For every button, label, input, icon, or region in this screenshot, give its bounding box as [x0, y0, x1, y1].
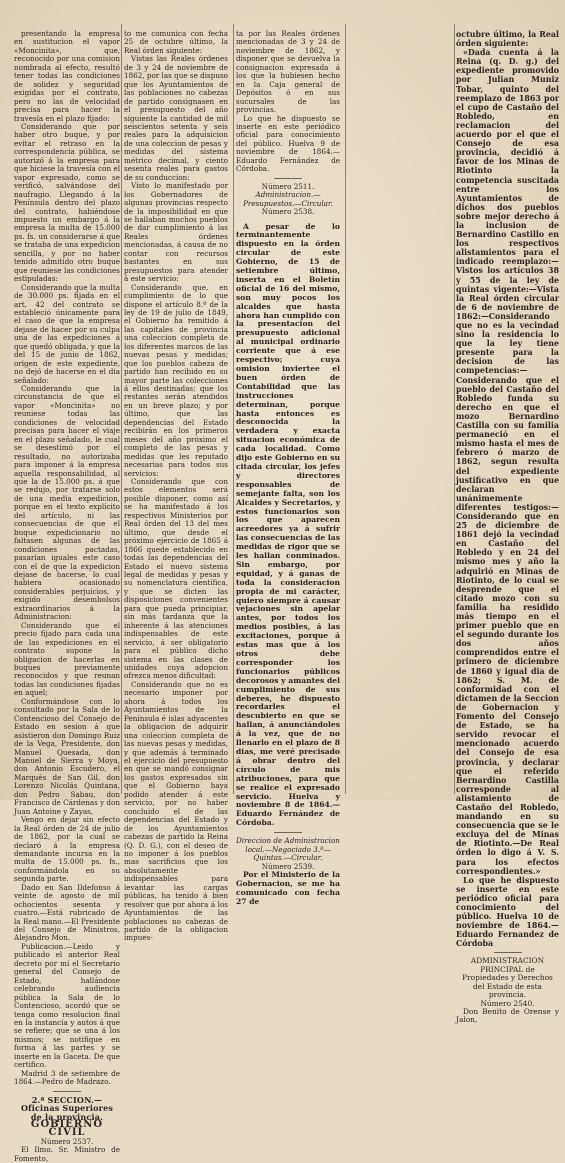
- paragraph: Considerando que, en cumplimiento de lo que dispone el artículo 8.º de la ley de 19 de julio de 1849, el Gobierno ha remitido á las capitales de provincia una coleccion completa de los diferentes marcos de las nuevas pesas y medidas; que los pueblos cabeza de partido han recibido en su mayor parte las colecciones á ellos destinadas; que los restantes serán atendidos en un breve plazo; y por último, que las dependencias del Estado recibirán en los primeros meses del año próximo el completo de las pesas y medidas que les reputado necesarias para todos sus servicios:: [124, 282, 228, 478]
- paragraph: Vengo en dejar sin efecto la Real órden de 24 de julio de 1862, por la cual se declaró á la empresa demandante incursa en la multa de 15.000 ps. fs., conformándola en su segunda parte.: [14, 815, 120, 884]
- paragraph: Considerando que no es necesario imponer por ahora á todos los Ayuntamientos de la Península é islas adyacentes la obligacion de adquirir una coleccion completa de las nuevas pesas y medidas, y que además á terminado el ejercicio del presupuesto en que se mandó consignar los gastos expresados sin que el Gobierno haya podido atender á este servicio, por no haber concluido el de las dependencias del Estado y de los Ayuntamientos cabezas de partido la Reina (Q. D. G.), con el deseo de no imponer á los pueblos mas sacrificios que los absolutamente indispensables para levantar las cargas públicas, ha tenido á bien resolver que por ahora á los Ayuntamientos de las poblaciones no cabezas de partido de la obligacion impues-: [124, 679, 228, 943]
- numero-label: Número 2540.: [480, 998, 535, 1008]
- paragraph: Considerando que la circunstancia de que el vapor «Moncinita» no reuniese todas las condiciones de velocidad precisas para hacer el viaje en el plazo señalado, le cual se desestimó por el resultado, no autorizaba para imponer á la empresa aquella responsabilidad, al que la de 15.000 ps. á que se redujo, por tratarse solo de una media expedicion, porque en el texto explícito del artículo, ni las consecuencias de que el buque expedicionario no faltasen algunas de las condiciones pactadas, pasarían iguales este caso con el de que la expedicion dejase de hacerse, lo cual habiera ocasionado considerables perjuicios, y exigido desembolsos extraordinarios á la Administracion:: [14, 384, 120, 622]
- paragraph: octubre último, la Real órden siguiente:: [456, 30, 559, 49]
- column-3: [236, 29, 340, 906]
- numero-label: Número 2511.: [261, 181, 315, 191]
- paragraph: Considerando que por haber otro buque, y por evitar el retraso en la correspondencia pública, se autorizó á la empresa para que hiciese la travesía con el vapor expresado, como se verificó, salvándose del naufragio. Llegando á la Península dentro del plazo del contrato, habiéndose impuesto un embargo á la empresa la multa de 15.000 ps. fs. un considerarse á que se trataba de una expedicion sencilla, y por no haber tenido admitido otro buque que reuniese las condiciones estipuladas:: [14, 121, 120, 284]
- paragraph: Considerando que con estos elementos será posible disponer, como así se ha manifestado á los respectivos Ministerios por Real órden del 13 del mes último, que desde el próximo ejercicio de 1865 á 1866 quede establecido en todas las dependencias del Estado el nuevo sistema legal de medidas y pesas y su nomenclatura científica, y que se dicten las disposiciones convenientes para que pueda principiar, sin más tardanza que la inherente á las atenciones indispensables de este servicio, á ser obligatorio para el público dicho sistema en las clases de unidades cuya adopcion ofrezca menos dificultad:: [124, 477, 228, 681]
- paragraph: Vistas las Reales órdenes de 3 y 24 de noviembre de 1862, por las que se dispuso que los Ayuntamientos de las poblaciones no cabezas de partido consignasen en el presupuesto del año siguiente la cantidad de mil seiscientos setenta y seis reales para la adquisicion de una coleccion de pesas y medidas del sistema métrico decimal, y ciento sesenta reales para gastos de su conduccion:: [124, 54, 228, 182]
- paragraph: Considerando que el precio fijado para cada una de las expediciones en el contrato supone la obligacion de hacerlas en buques previamente reconocidos y que reunan todas las condiciones fijadas en aquel;: [14, 620, 120, 698]
- paragraph: Por el Ministerio de la Gobernacion, se me ha comunicado con fecha 27 de: [236, 869, 340, 906]
- separator: [274, 832, 302, 833]
- separator: [274, 178, 302, 179]
- column-divider: [233, 24, 234, 794]
- paragraph: to me comunica con fecha 25 de octubre último, la Real órden siguiente:: [124, 29, 228, 55]
- paragraph: Lo que he dispuesto se inserte en este periódico oficial para conocimiento del público. Huelva 10 de noviembre de 1864.—Eduardo Fernandez de Córdoba: [456, 875, 559, 949]
- paragraph: Dado en San Ildefonso á veinte de agosto de mil ochocientos sesenta y cuatro.—Está rubricado de la Real mano.—El Presidente del Consejo de Ministros, Alejandro Mon.: [14, 882, 120, 943]
- column-2: [124, 29, 228, 943]
- admin-heading: Administracion.—Presupuestos.—Circular.: [243, 190, 333, 208]
- section-heading: 2.ª SECCION.—Oficinas Superiores de la provincia.: [20, 1094, 114, 1122]
- column-1: [14, 29, 120, 1163]
- column-divider: [121, 24, 122, 794]
- column-4: [456, 30, 559, 1025]
- paragraph: A pesar de lo terminantemente dispuesto en la órden circular de este Gobierno, de 15 de setiembre último, inserta en el Boletín oficial de 16 del mismo, son muy pocos los alcaldes que hasta ahora han cumplido con la presentacion del presupuesto adicional al municipal ordinario corriente que á ese respectivo; cuya omision inviertee el buen órden de Contabilidad que las instrucciones determinan, porque hasta entonces es desconocida la verdadera y exacta situacion económica de cada localidad. Como dijo este Gobierno en su citada circular, los jefes y directores responsables de semejante falta, son los Alcaldes y Secretarios, y estos funcionarios son los que aparecen acreedores ya á sufrir las consecuencias de las medidas de rigor que se les hallan conminados. Sin embargo, por equidad, y á ganas de toda la consideracion propia de mi carácter, quiero siempre á causar vejaciones sin apelar antes, por todos los medios posibles, á las excitaciones, porque á estas mas que á los otros debe corresponder los funcionarios públicos decorosos y amantes del cumplimiento de sus deberes, he dispuesto recordarles el descubierto en que se hallan, á anunciándoles á la vez, que de no llenarlo en el plazo de 8 dias, me veré precisado á obrar dentro del círculo de mis atribuciones, para que se realice el expresado servicio. Huelva y noviembre 8 de 1864.—Eduardo Fernández de Córdoba.: [236, 221, 340, 828]
- column-divider: [345, 24, 346, 794]
- paragraph: presentando la empresa en sustitucion el vapor «Moncinita», que, reconocido por una comision nombrada al efecto, resultó tener todas las condiciones de solidez y seguridad exigidas por el contrato, pero no las de velocidad precisa para hacer la travesía en el plazo fijado:: [14, 29, 120, 123]
- paragraph: Don Benito de Orense y Jalon,: [456, 1006, 559, 1025]
- paragraph: ta por las Reales órdenes mencionadas de 3 y 24 de noviembre de 1862, y disponer que se devuelva la consignacion expresada á los que la hubiesen hecho en la Caja general de Depósitos ó en sus sucursales de las provincias.: [236, 29, 340, 115]
- separator: [494, 952, 522, 953]
- numero-label: Número 2538.: [261, 207, 315, 217]
- separator: [53, 1091, 81, 1092]
- paragraph: Publicacion.—Leido y publicado el anterior Real decreto por mí el Secretario general del Consejo de Estado, hallándose celebrando audiencia pública la Sala de lo Contencioso, acordó que se tenga como resolucion final en la instancia y autos á que se refiere; que se una á los mismos; se notifique en forma á las partes y se inserte en la Gaceta. De que certifico.: [14, 941, 120, 1070]
- dir-heading: Direccion de Administracion local.—Negociado 3.º—Quintas.—Circular.: [236, 836, 340, 863]
- paragraph: Lo que he dispuesto se inserte en este periódico oficial para conocimiento del público. Huelva 9 de noviembre de 1864.—Eduardo Fernández de Córdoba.: [236, 113, 340, 174]
- numero-label: Número 2537.: [40, 1136, 94, 1146]
- gobierno-heading: GOBIERNO CIVIL: [30, 1119, 104, 1139]
- column-divider: [454, 24, 455, 794]
- paragraph: Madrid 3 de setiembre de 1864.—Pedro de Madrazo.: [14, 1068, 120, 1087]
- paragraph: El Ilmo. Sr. Ministro de Fomento,: [14, 1145, 120, 1163]
- admin-heading: ADMINISTRACION PRINCIPAL de Propiedades y Derechos del Estado de esta provincia.: [462, 956, 553, 1000]
- paragraph: Conformándose con lo consultado por la Sala de lo Contencioso del Consejo de Estado en sesion á que asistieron don Domingo Ruiz de la Vega, Presidente, don Manuel Quesada, don Manuel de Sierra y Moya, don Antonio Escudero, el Marqués de San Gil, don Lorenzo Nicolás Quintana, don Pedro Sabau, don Francisco de Cárdenas y don Juan Antoine y Zayas,: [14, 696, 120, 816]
- paragraph: «Dada cuenta á la Reina (q. D. g.) del expediente promovido por Julian Muniz Tobar, quinto del reemplazo de 1863 por el cupo de Castaño del Robledo, en reclamacion del acuerdo por el que el Consejo de esa provincia, decidió á favor de los Minas de Riotinto la competencia suscitada entre los Ayuntamientos de dichos dos pueblos sobre mejor derecho á la inclusion de Bernardino Castillo en los respectivos alistamientos para el indicado reemplazo:—Vistos los artículos 38 y 55 de la ley de quintas vigente:—Vista la Real órden circular de 6 de noviembre de 1862:—Considerando que no es la vecindad sino la residencia lo que la ley tiene presente para la decision de las competencias:—Considerando que el pueblo del Castaño del Robledo funda su derecho en que el mozo Bernardino Castilla con su familia permaneció en el mismo hasta el mes de febrero ó marzo de 1862, segun resulta del expediente justificativo en que declaran unánimemente diferentes testigos:—Considerando que en 25 de diciembre de 1861 dejó la vecindad en Castaño del Robledo y en 24 del mismo mes y año la adquirió en Minas de Riotinto, de lo cual se desprende que el citado mozo con su familia ha residido más tiempo en el primer pueblo que en el segundo durante los dos años comprendidos entre el primero de diciembre de 1860 y igual dia de 1862; S. M. de conformidad con el dictamen de la Seccion de Gobernacion y Fomento del Consejo de Estado, se ha servido revocar el mencionado acuerdo del Consejo de esa provincia, y declarar que el referido Bernardino Castilla corresponde al alistamiento de Castaño del Robledo, mandando en su consecuencia que se le excluya del de Minas de Riotinto.—De Real órden lo digo á V. S. para los efectos correspondientes.»: [456, 48, 559, 876]
- paragraph: Visto lo manifestado por los Gobernadores de algunas provincias respecto de la imposibilidad en que se hallaban muchos pueblos de dar cumplimiento á las Reales órdenes mencionadas, á causa de no contar con recursos bastantes en sus presupuestos para atender á este servicio:: [124, 181, 228, 284]
- paragraph: Considerando que la multa de 30.000 ps. fijada en el art. 42 del contrato se estableció únicamente para el caso de que la empresa dejase de hacer por su culpa una de las expediciones á que quedó obligada, y que la del 15 de junio de 1862, origen de este expediente, no dejó de hacerse en el dia señalado:: [14, 282, 120, 385]
- numero-label: Número 2539.: [261, 861, 315, 871]
